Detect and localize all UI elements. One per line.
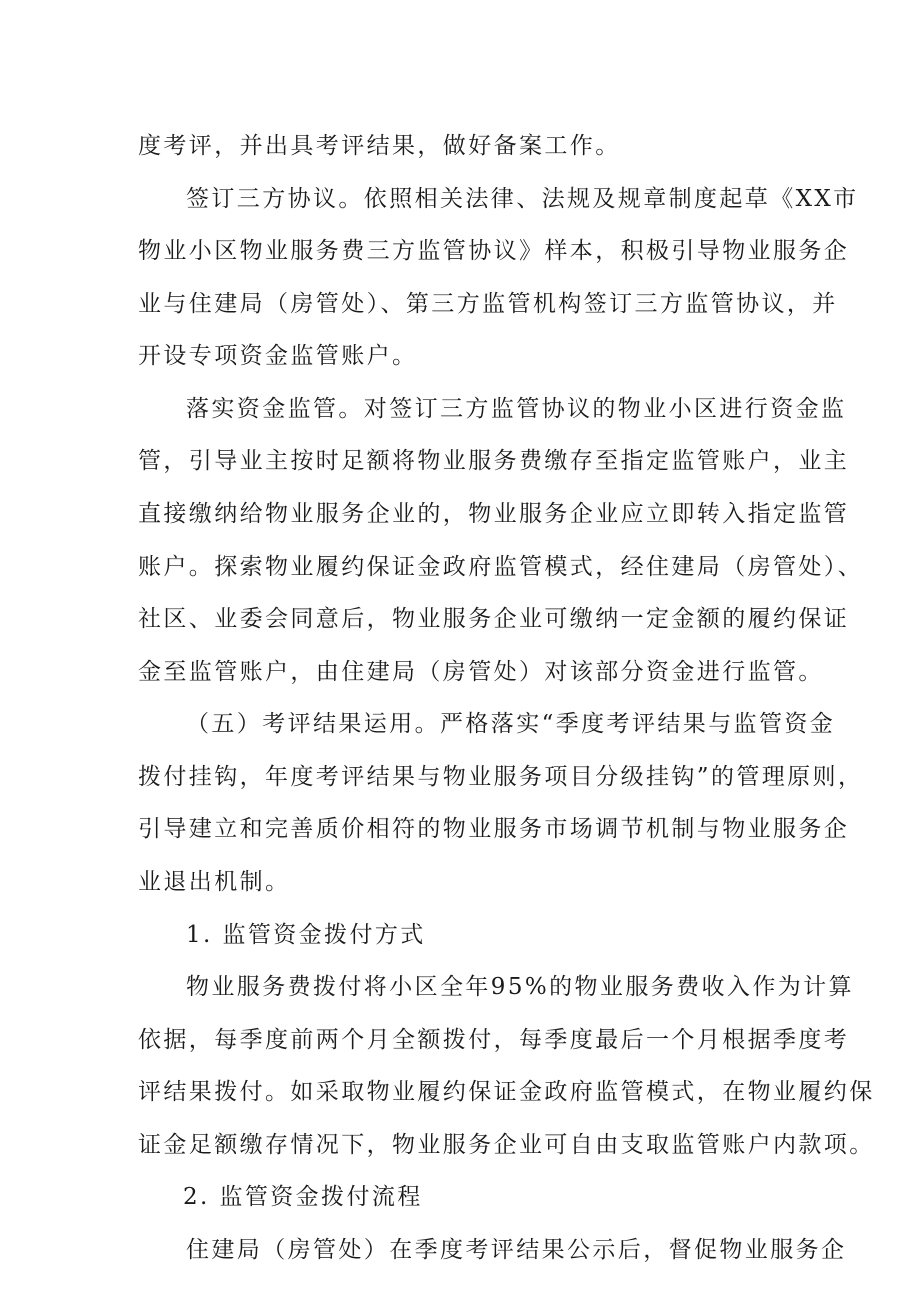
text-line: 管，引导业主按时足额将物业服务费缴存至指定监管账户，业主	[138, 448, 850, 474]
text-line: 社区、业委会同意后，物业服务企业可缴纳一定金额的履约保证	[138, 606, 850, 632]
text-line: 证金足额缴存情况下，物业服务企业可自由支取监管账户内款项。	[138, 1132, 875, 1158]
subheading-1: 1. 监管资金拨付方式	[186, 922, 426, 948]
text-line: 金至监管账户，由住建局（房管处）对该部分资金进行监管。	[138, 659, 824, 685]
paragraph-disbursement-process: 住建局（房管处）在季度考评结果公示后，督促物业服务企	[186, 1237, 847, 1263]
text-line: 依据，每季度前两个月全额拨付，每季度最后一个月根据季度考	[138, 1027, 850, 1053]
text-line: 业与住建局（房管处）、第三方监管机构签订三方监管协议，并	[138, 291, 838, 317]
paragraph-disbursement-method: 物业服务费拨付将小区全年95%的物业服务费收入作为计算	[186, 974, 854, 1000]
text-line: 评结果拨付。如采取物业履约保证金政府监管模式，在物业履约保	[138, 1079, 875, 1105]
paragraph-sign-agreement: 签订三方协议。依照相关法律、法规及规章制度起草《XX市	[186, 186, 859, 212]
text-line: 账户。探索物业履约保证金政府监管模式，经住建局（房管处）、	[138, 554, 864, 580]
text-line: 引导建立和完善质价相符的物业服务市场调节机制与物业服务企	[138, 816, 850, 842]
paragraph-fund-supervision: 落实资金监管。对签订三方监管协议的物业小区进行资金监	[186, 396, 847, 422]
text-line: 业退出机制。	[138, 869, 291, 895]
text-line: 物业小区物业服务费三方监管协议》样本，积极引导物业服务企	[138, 238, 850, 264]
text-line: 度考评，并出具考评结果，做好备案工作。	[138, 133, 621, 159]
section-heading-5: （五）考评结果运用。严格落实“季度考评结果与监管资金	[186, 711, 836, 737]
text-line: 直接缴纳给物业服务企业的，物业服务企业应立即转入指定监管	[138, 501, 850, 527]
text-line: 拨付挂钩，年度考评结果与物业服务项目分级挂钩”的管理原则，	[138, 764, 864, 790]
text-line: 开设专项资金监管账户。	[138, 343, 418, 369]
subheading-2: 2. 监管资金拨付流程	[183, 1184, 423, 1210]
